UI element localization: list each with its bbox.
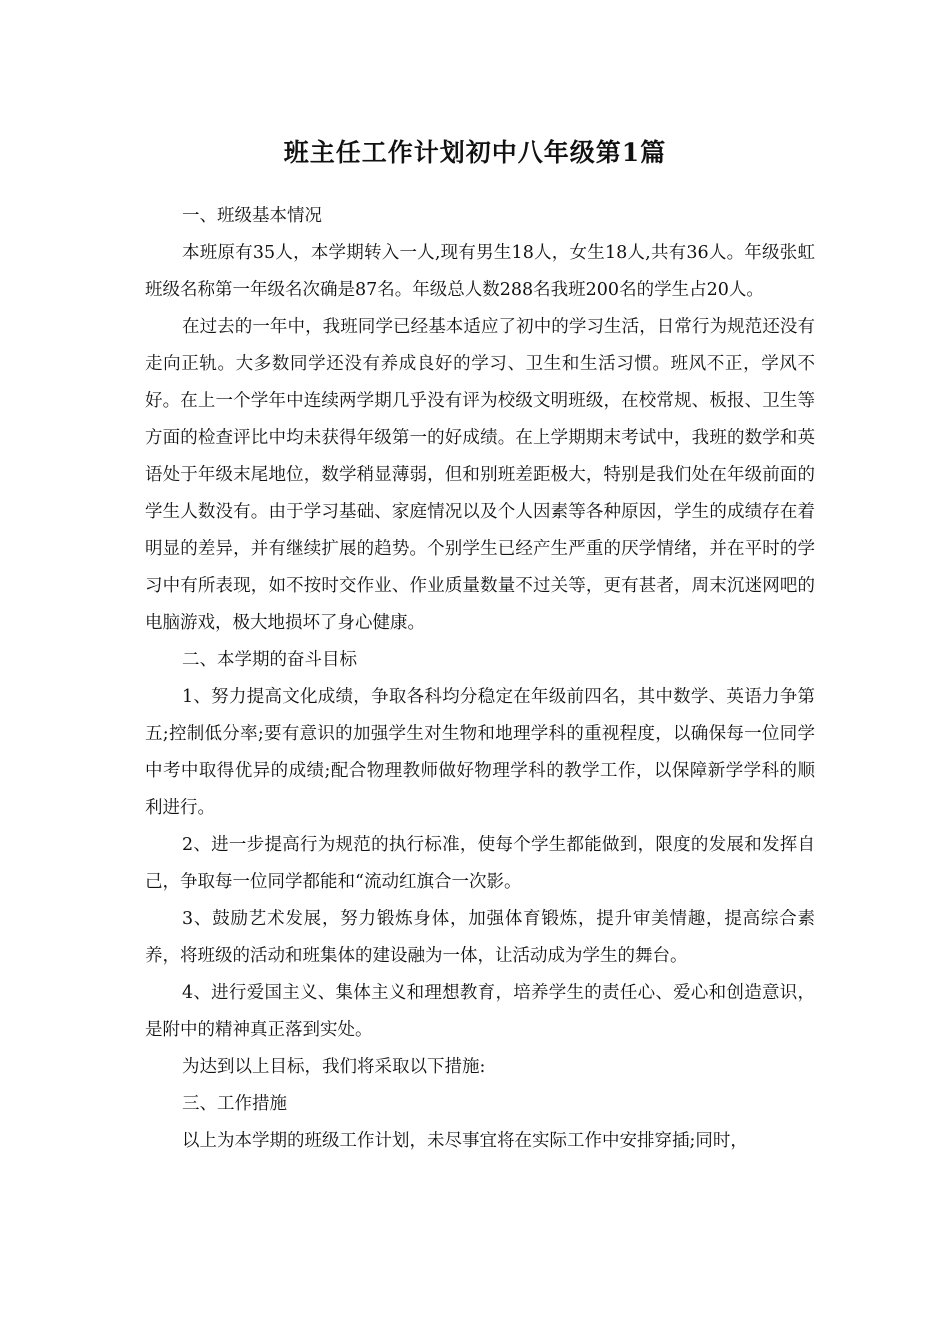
paragraph: 在过去的一年中，我班同学已经基本适应了初中的学习生活，日常行为规范还没有走向正轨。大多数同学还没有养成良好的学习、卫生和生活习惯。班风不正，学风不好。在上一个学年中连续两学期几乎没有评为校级文明班级，在校常规、板报、卫生等方面的检查评比中均未获得年级第一的好成绩。在上学期期末考试中，我班的数学和英语处于年级末尾地位，数学稍显薄弱，但和别班差距极大，特别是我们处在年级前面的学生人数没有。由于学习基础、家庭情况以及个人因素等各种原因，学生的成绩存在着明显的差异，并有继续扩展的趋势。个别学生已经产生严重的厌学情绪，并在平时的学习中有所表现，如不按时交作业、作业质量数量不过关等，更有甚者，周末沉迷网吧的电脑游戏，极大地损坏了身心健康。 [145, 317, 815, 633]
paragraph: 4、进行爱国主义、集体主义和理想教育，培养学生的责任心、爱心和创造意识，是附中的精神真正落到实处。 [145, 983, 815, 1040]
paragraph: 3、鼓励艺术发展，努力锻炼身体，加强体育锻炼，提升审美情趣，提高综合素养，将班级的活动和班集体的建设融为一体，让活动成为学生的舞台。 [145, 909, 815, 966]
paragraph: 为达到以上目标，我们将采取以下措施: [182, 1057, 486, 1077]
document-body [145, 198, 815, 1160]
paragraph: 以上为本学期的班级工作计划，未尽事宜将在实际工作中安排穿插;同时， [182, 1131, 748, 1151]
document-title: 班主任工作计划初中八年级第1篇 [283, 138, 667, 167]
section-heading-2: 二、本学期的奋斗目标 [182, 650, 357, 670]
section-heading-1: 一、班级基本情况 [182, 206, 322, 226]
paragraph: 1、努力提高文化成绩，争取各科均分稳定在年级前四名，其中数学、英语力争第五;控制低分率;要有意识的加强学生对生物和地理学科的重视程度，以确保每一位同学中考中取得优异的成绩;配合物理教师做好物理学科的教学工作，以保障新学学科的顺利进行。 [145, 687, 815, 818]
section-heading-3: 三、工作措施 [182, 1094, 287, 1114]
paragraph: 本班原有35人，本学期转入一人,现有男生18人，女生18人,共有36人。年级张虹班级名称第一年级名次确是87名。年级总人数288名我班200名的学生占20人。 [145, 243, 815, 300]
paragraph: 2、进一步提高行为规范的执行标准，使每个学生都能做到，限度的发展和发挥自己，争取每一位同学都能和“流动红旗合一次影。 [145, 835, 815, 892]
